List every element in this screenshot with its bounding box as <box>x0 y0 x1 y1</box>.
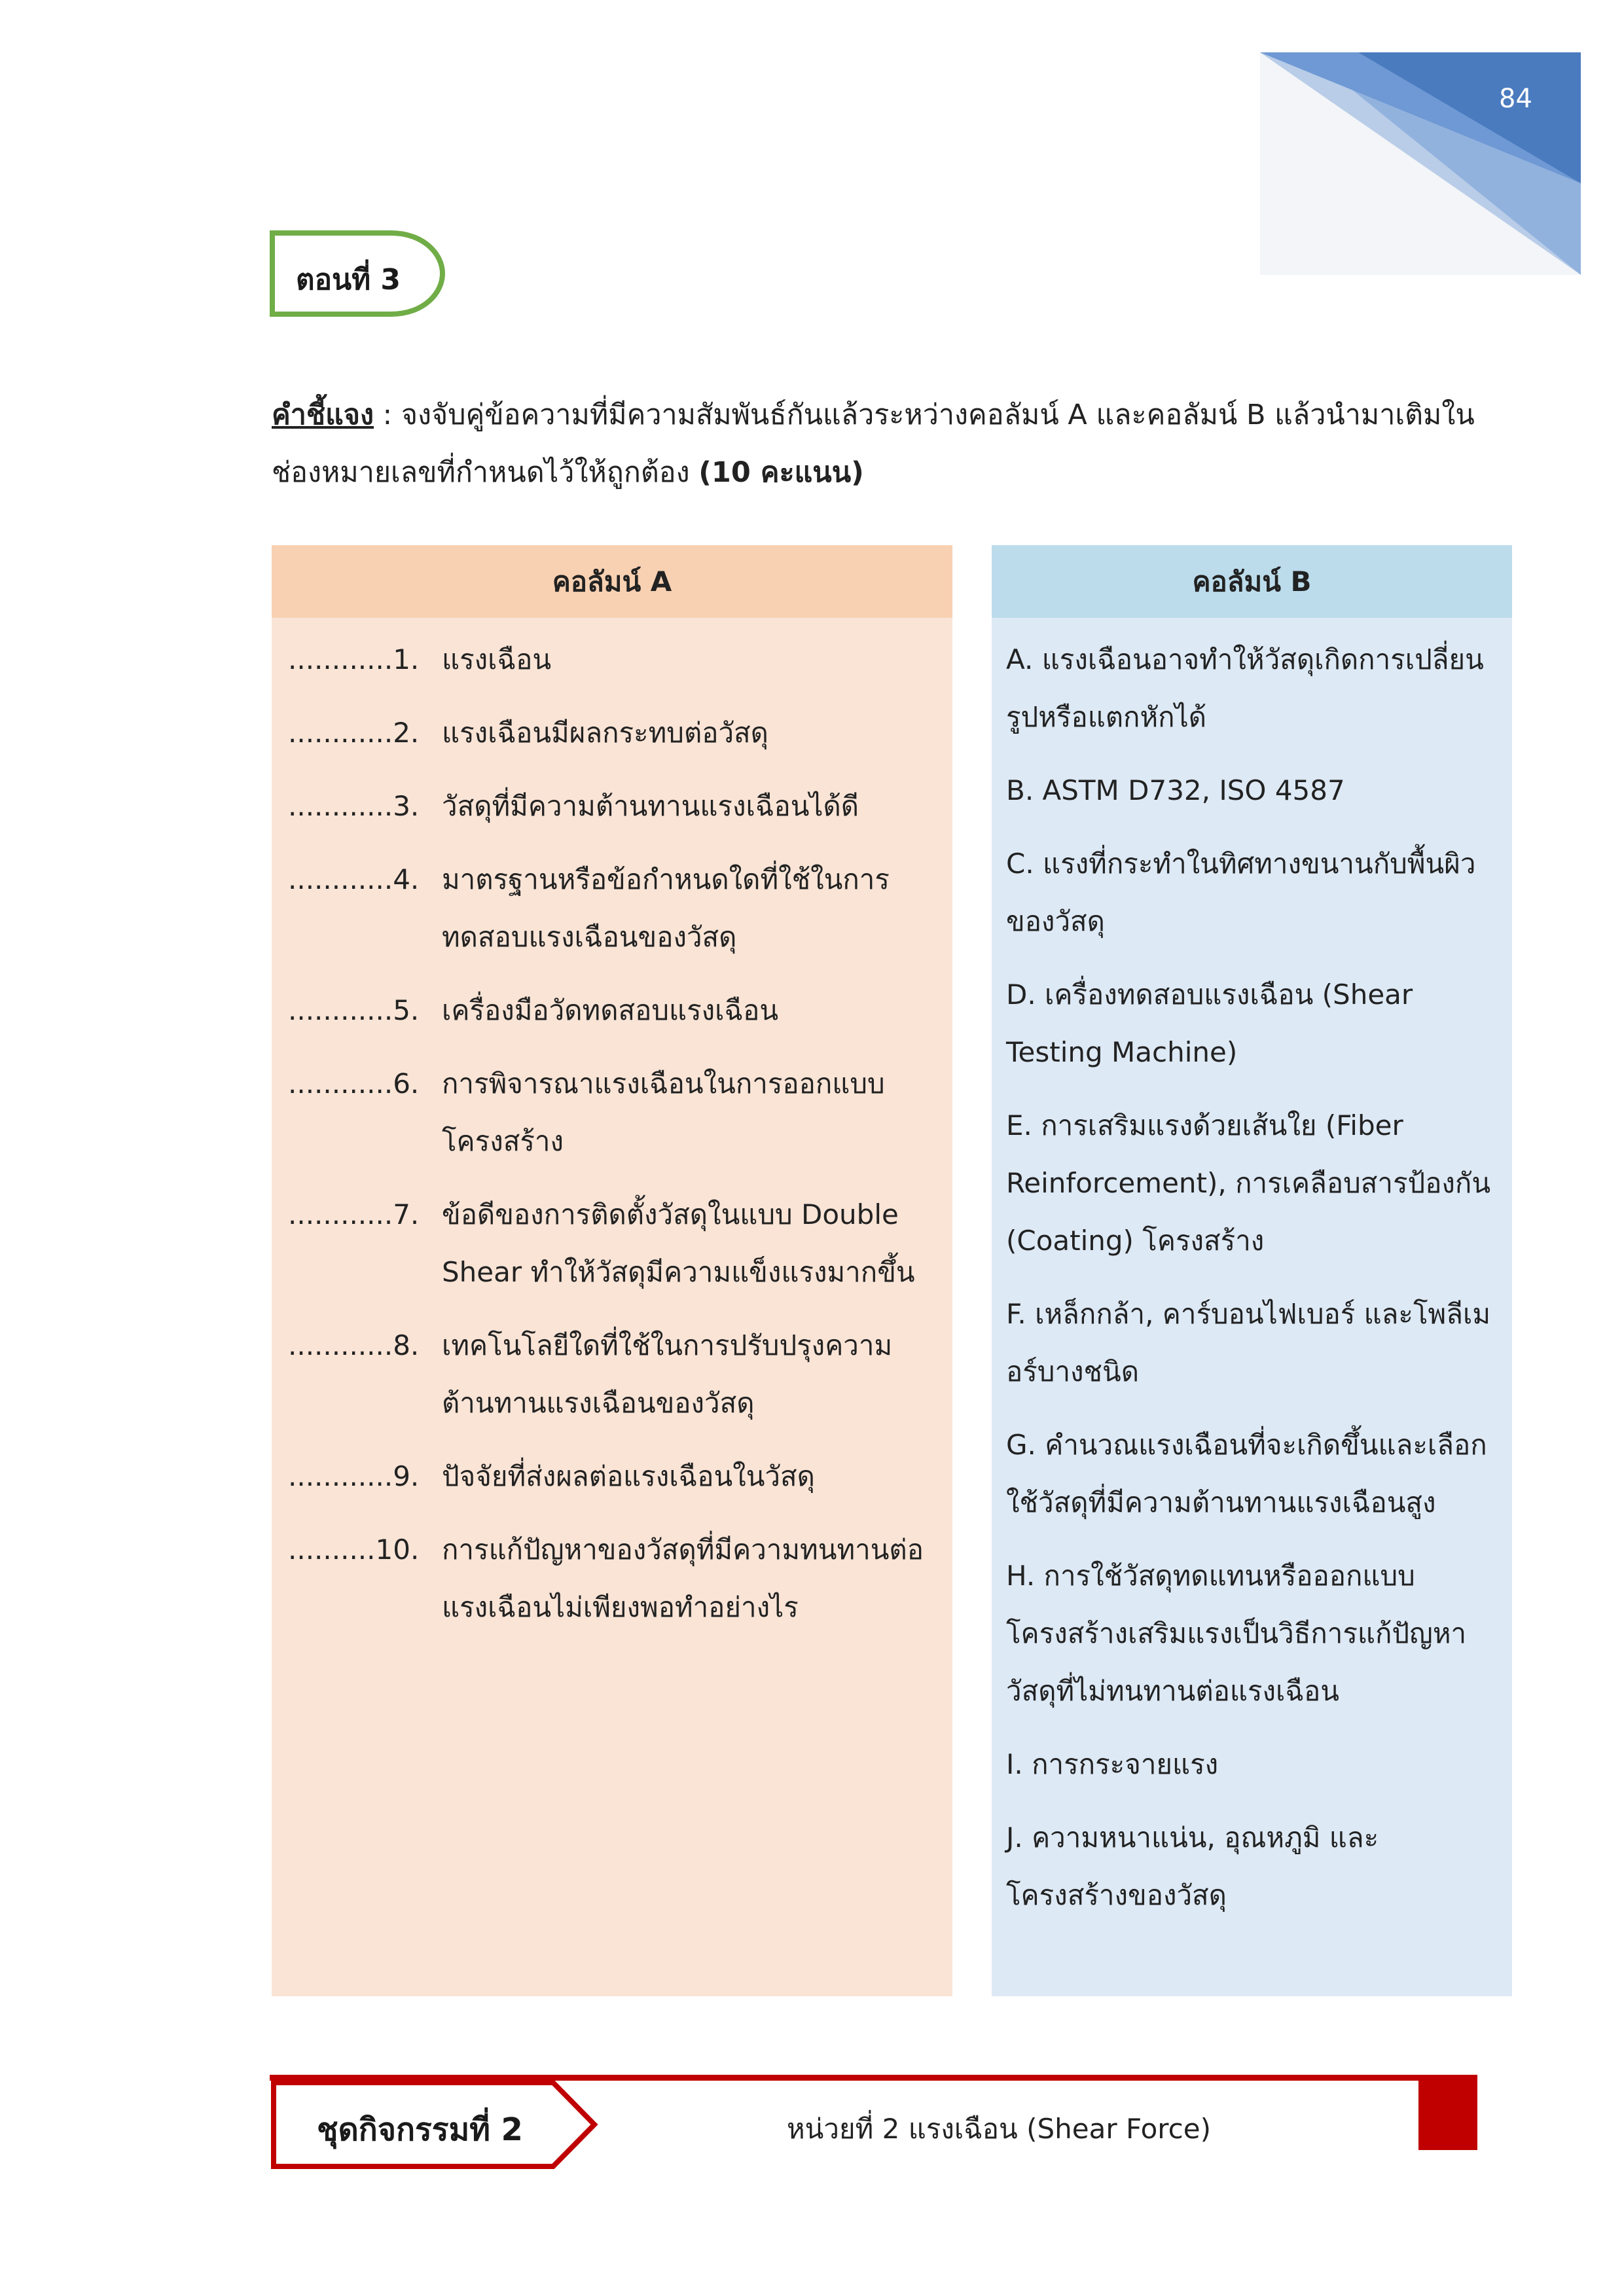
question-text: ข้อดีของการติดตั้งวัสดุในแบบ Double Shear ทำให้วัสดุมีความแข็งแรงมากขึ้น <box>442 1198 915 1288</box>
answer-blank[interactable]: ............5. <box>288 994 420 1026</box>
column-b <box>992 545 1512 1996</box>
answer-blank[interactable]: ............4. <box>288 863 420 895</box>
answer-option: G. คำนวณแรงเฉือนที่จะเกิดขึ้นและเลือกใช้วัสดุที่มีความต้านทานแรงเฉือนสูง <box>1006 1429 1487 1518</box>
part-label: ตอนที่ 3 <box>296 263 401 296</box>
answer-option: F. เหล็กกล้า, คาร์บอนไฟเบอร์ และโพลีเมอร์บางชนิด <box>1006 1298 1491 1388</box>
page-corner-decoration <box>1260 52 1581 275</box>
answer-blank[interactable]: ............6. <box>288 1067 420 1100</box>
answer-blank[interactable]: ............1. <box>288 643 420 675</box>
column-a-items <box>272 618 952 1636</box>
column-a-title: คอลัมน์ A <box>272 545 952 618</box>
footer-banner <box>270 2075 1481 2173</box>
instruction-label: คำชี้แจง <box>272 399 374 431</box>
part-badge <box>270 230 446 317</box>
column-a-item <box>288 1521 952 1636</box>
column-a-item <box>288 631 952 689</box>
answer-option: A. แรงเฉือนอาจทำให้วัสดุเกิดการเปลี่ยนรูปหรือแตกหักได้ <box>1006 643 1484 733</box>
question-text: เครื่องมือวัดทดสอบแรงเฉือน <box>442 994 779 1026</box>
answer-option: D. เครื่องทดสอบแรงเฉือน (Shear Testing Machine) <box>1006 978 1413 1068</box>
question-text: การแก้ปัญหาของวัสดุที่มีความทนทานต่อแรงเฉือนไม่เพียงพอทำอย่างไร <box>442 1534 924 1623</box>
instruction-body: : จงจับคู่ข้อความที่มีความสัมพันธ์กันแล้วระหว่างคอลัมน์ A และคอลัมน์ B แล้วนำมาเติมในช่องหมายเลขที่กำหนดไว้ให้ถูกต้อง <box>272 399 1475 489</box>
column-a-item <box>288 982 952 1039</box>
question-text: แรงเฉือนมีผลกระทบต่อวัสดุ <box>442 717 768 749</box>
answer-blank[interactable]: ............8. <box>288 1329 420 1361</box>
column-a-item <box>288 1055 952 1170</box>
page-number: 84 <box>1499 84 1532 114</box>
instruction-points: (10 คะแนน) <box>698 456 864 489</box>
column-a-item <box>288 1448 952 1505</box>
column-b-items <box>992 618 1512 1924</box>
instruction-paragraph <box>272 386 1515 501</box>
answer-option: H. การใช้วัสดุทดแทนหรือออกแบบโครงสร้างเสริมแรงเป็นวิธีการแก้ปัญหาวัสดุที่ไม่ทนทานต่อแรงเฉือน <box>1006 1560 1467 1707</box>
answer-blank[interactable]: ............2. <box>288 717 420 749</box>
question-text: ปัจจัยที่ส่งผลต่อแรงเฉือนในวัสดุ <box>442 1460 815 1492</box>
unit-title: หน่วยที่ 2 แรงเฉือน (Shear Force) <box>787 2113 1211 2145</box>
question-text: เทคโนโลยีใดที่ใช้ในการปรับปรุงความต้านทานแรงเฉือนของวัสดุ <box>442 1329 893 1419</box>
answer-option: I. การกระจายแรง <box>1006 1748 1219 1780</box>
column-a <box>272 545 952 1996</box>
question-text: วัสดุที่มีความต้านทานแรงเฉือนได้ดี <box>442 790 859 822</box>
answer-option: E. การเสริมแรงด้วยเส้นใย (Fiber Reinforcement), การเคลือบสารป้องกัน (Coating) โครงสร้าง <box>1006 1109 1491 1257</box>
answer-option: J. ความหนาแน่น, อุณหภูมิ และโครงสร้างของวัสดุ <box>1006 1821 1379 1911</box>
answer-option: B. ASTM D732, ISO 4587 <box>1006 774 1345 806</box>
column-b-title: คอลัมน์ B <box>992 545 1512 618</box>
column-a-item <box>288 778 952 835</box>
answer-option: C. แรงที่กระทำในทิศทางขนานกับพื้นผิวของวัสดุ <box>1006 848 1476 937</box>
question-text: มาตรฐานหรือข้อกำหนดใดที่ใช้ในการทดสอบแรงเฉือนของวัสดุ <box>442 863 890 953</box>
answer-blank[interactable]: ............9. <box>288 1460 420 1492</box>
answer-blank[interactable]: ............7. <box>288 1198 420 1230</box>
answer-blank[interactable]: ..........10. <box>288 1534 420 1566</box>
column-a-item <box>288 1186 952 1301</box>
question-text: การพิจารณาแรงเฉือนในการออกแบบโครงสร้าง <box>442 1067 885 1157</box>
column-a-item <box>288 704 952 762</box>
activity-label: ชุดกิจกรรมที่ 2 <box>317 2111 523 2148</box>
column-a-item <box>288 1317 952 1432</box>
column-a-item <box>288 851 952 966</box>
question-text: แรงเฉือน <box>442 643 552 675</box>
answer-blank[interactable]: ............3. <box>288 790 420 822</box>
